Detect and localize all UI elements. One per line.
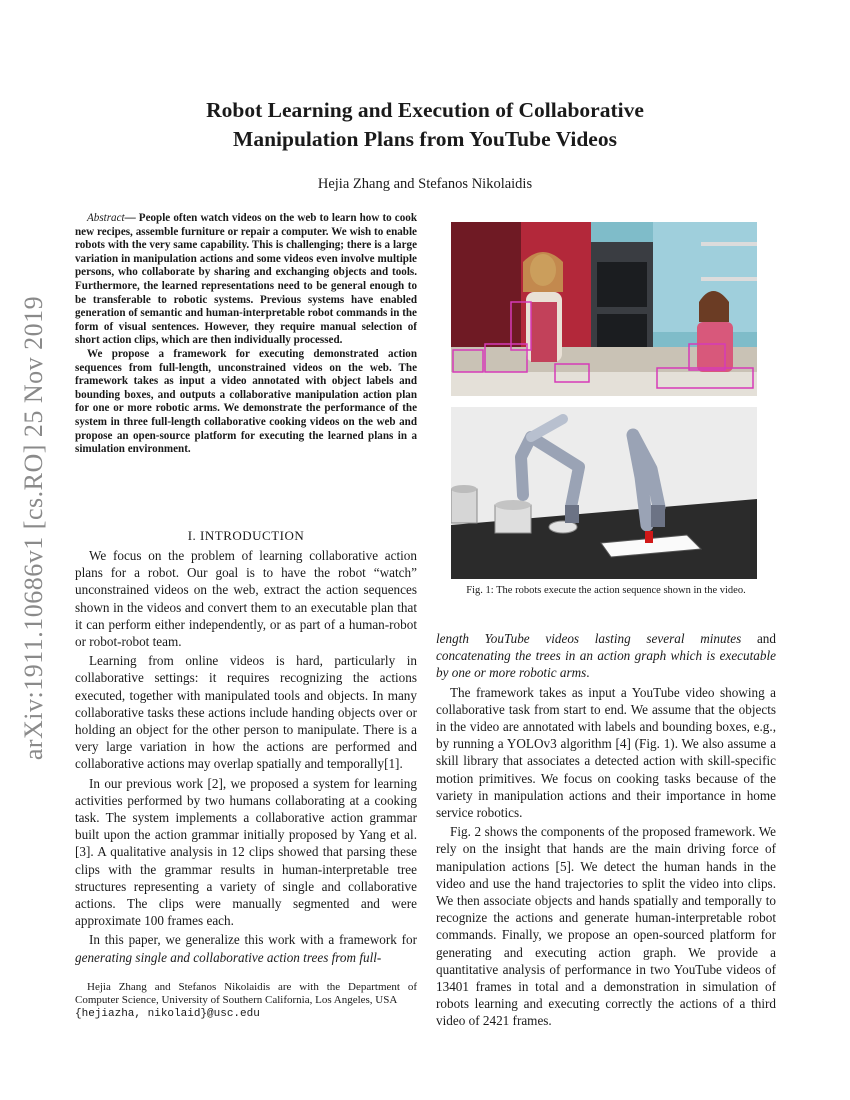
intro-p1: We focus on the problem of learning collaborative action plans for a robot. Our goal is to have the robot “watch” unconstrained videos on the web, extract the action sequences shown in the videos and convert them to an executable plan that it can perform either independently, or as part of a human-robot or robot-robot team. bbox=[75, 548, 417, 650]
figure-caption: Fig. 1: The robots execute the action sequence shown in the video. bbox=[466, 585, 746, 596]
paper-title bbox=[120, 96, 730, 154]
authors: Hejia Zhang and Stefanos Nikolaidis bbox=[317, 176, 533, 192]
abstract-p1: — People often watch videos on the web to learn how to cook new recipes, assemble furniture or repair a computer. We wish to enable robots with the very same capability. This is challenging; there is a large variation in manipulation actions and some videos even involve multiple persons, who collaborate by sharing and exchanging objects and tools. Furthermore, the learned representations need to be general enough to be transferable to robotic systems. Previous systems have enabled generation of semantic and human-interpretable robot commands in the form of visual sentences. However, they require manual selection of short action clips, which are then individually processed. bbox=[75, 212, 417, 347]
title-line-1: Robot Learning and Execution of Collaborative bbox=[206, 98, 644, 122]
intro-p5: The framework takes as input a YouTube video showing a collaborative task from start to end. We assume that the objects in the video are annotated with labels and bounding boxes, e.g., by running a YOLOv3 algorithm [4] (Fig. 1). We also assume a skill library that associates a detected action with skill-specific motion primitives. We focus on cooking tasks because of the variety in manipulation actions and their importance in home service robotics. bbox=[436, 684, 776, 821]
intro-p4-text: In this paper, we generalize this work with a framework for bbox=[89, 932, 417, 948]
abstract-p2: We propose a framework for executing demonstrated action sequences from full-length, unconstrained videos on the web. The framework takes as input a video annotated with object labels and bounding boxes, and outputs a collaborative manipulation action plan for one or more robotic arms. We demonstrate the performance of the system in three full-length collaborative cooking videos on the web and propose an open-source platform for executing the learned plans in a simulation environment. bbox=[75, 347, 417, 456]
cont-emphasis-2: concatenating the trees in an action graph which is executable by one or more robotic arms bbox=[436, 648, 776, 681]
cont-end: . bbox=[586, 665, 590, 681]
footnote-text: Hejia Zhang and Stefanos Nikolaidis are with the Department of Computer Science, University of Southern California, Los Angeles, USA bbox=[75, 981, 417, 1006]
title-line-2: Manipulation Plans from YouTube Videos bbox=[233, 127, 617, 151]
intro-left-column bbox=[75, 547, 417, 966]
intro-p3: In our previous work [2], we proposed a system for learning activities performed by two humans collaborating at a cooking task. The system implements a collaborative action grammar built upon the action grammar initially proposed by Yang et al. [3]. A qualitative analysis in 12 clips showed that parsing these clips with the grammar results in human-interpretable tree structures representing a variety of single and collaborative actions. The clips were manually segmented and were approximate 100 frames each. bbox=[75, 775, 417, 929]
intro-p2: Learning from online videos is hard, particularly in collaborative settings: it requires recognizing the actions executed, together with manipulated tools and objects. In many collaborative tasks these actions include handing objects over or holding an object for the other person to manipulate. There is a very large variation in how the actions are performed and collaborative actions may overlap spatially and temporally[1]. bbox=[75, 653, 417, 772]
section-heading: I. INTRODUCTION bbox=[187, 528, 305, 543]
cont-emphasis-1: length YouTube videos lasting several minutes bbox=[436, 631, 742, 646]
footnote bbox=[75, 981, 417, 1021]
abstract-label: Abstract bbox=[87, 212, 125, 224]
robot-simulation-figure bbox=[451, 407, 757, 579]
cont-mid: and bbox=[741, 631, 776, 646]
video-frame-figure bbox=[451, 222, 757, 396]
intro-continuation bbox=[436, 630, 776, 682]
intro-p6: Fig. 2 shows the components of the proposed framework. We rely on the insight that hands are the main driving force of manipulation actions [5]. We detect the human hands in the video and use the hand trajectories to split the video into clips. We then associate objects and hands spatially and temporally to recognize the actions and generate human-interpretable robot commands. Finally, we propose an open-sourced platform for generating and executing action graph. We provide a quantitative analysis of performance in two YouTube videos of 13401 frames in total and a demonstration in simulation of robots learning and executing correctly the actions of a third video of 2421 frames. bbox=[436, 824, 776, 1029]
arxiv-identifier: arXiv:1911.10686v1 [cs.RO] 25 Nov 2019 bbox=[19, 295, 48, 761]
abstract bbox=[75, 212, 417, 457]
footnote-email: {hejiazha, nikolaid}@usc.edu bbox=[75, 1008, 260, 1020]
intro-p4-emphasis: generating single and collaborative action trees from full- bbox=[75, 949, 382, 965]
intro-right-column bbox=[436, 630, 776, 1030]
intro-p4 bbox=[75, 931, 417, 965]
